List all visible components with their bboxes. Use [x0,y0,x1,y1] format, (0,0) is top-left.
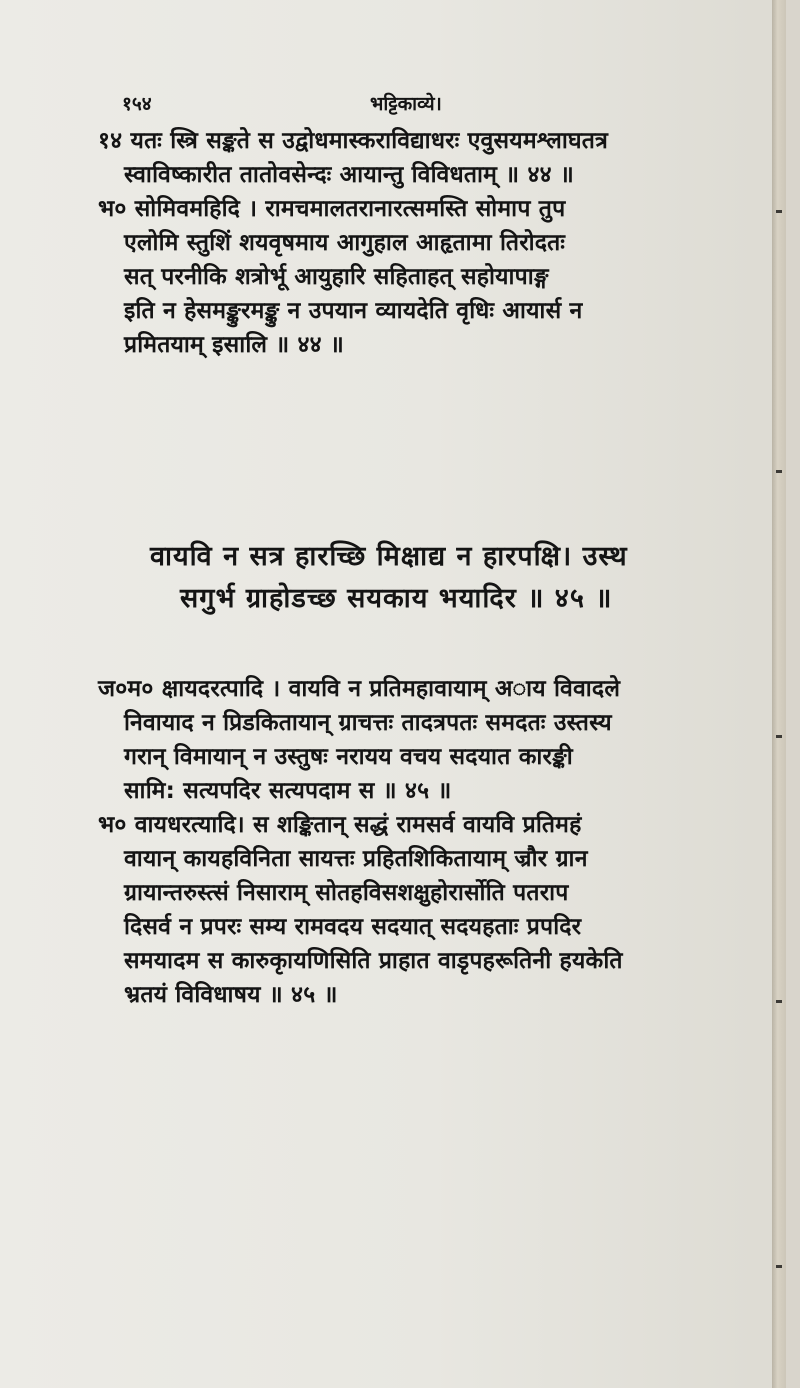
text-line: समयादम स कारुकृायणिसिति प्राहात वाडृपहरूतिनी हयकेति [124,948,623,974]
text-line: स्वाविष्कारीत तातोवसेन्दः आयान्तु विविधताम् ॥ ४४ ॥ [124,162,574,188]
text-line: ज०म० क्षायदरत्पादि । वायवि न प्रतिमहावायाम् अाय विवादले [98,676,621,702]
edge-mark [776,1000,782,1003]
text-line: वायान् कायहविनिता सायत्तः प्रहितशिकितायाम् ज्रौर ग्रान [124,846,588,872]
text-line: दिसर्व न प्रपरः सम्य रामवदय सदयात् सदयहताः प्रपदिर [124,914,582,940]
text-line: १४ यतः स्त्रि सङ्कते स उद्वोधमास्कराविद्याधरः एवुसयमश्लाघतत्र [98,128,609,154]
edge-mark [776,210,782,213]
text-line: गरान् विमायान् न उस्तुषः नरायय वचय सदयात कारङ्की [124,744,573,770]
text-line: प्रमितयाम् इसालि ॥ ४४ ॥ [124,332,345,358]
page-header [0,90,786,120]
text-line: भ्रतयं विविधाषय ॥ ४५ ॥ [124,982,338,1008]
edge-mark [776,470,782,473]
text-line: एलोमि स्तुशिं शयवृषमाय आगुहाल आहृतामा तिरोदतः [124,230,566,256]
page-number: १५४ [122,93,152,115]
text-line: सत् परनीकि शत्रोर्भू आयुहारि सहिताहत् सहोयापाङ्ग [124,264,549,290]
verse-line: वायवि न सत्र हारच्छि मिक्षाद्य न हारपक्षि। उस्थ [150,541,628,572]
text-line: सामि: सत्यपदिर सत्यपदाम स ॥ ४५ ॥ [124,778,452,804]
text-line: इति न हेसमङ्कुरमङ्कु न उपयान व्यायदेति वृधिः आयार्स न [124,298,583,324]
text-line: निवायाद न प्रिडकितायान् ग्राचत्तः तादत्रपतः समदतः उस्तस्य [124,710,612,736]
text-line: भ० वायधरत्यादि। स शङ्कितान् सद्धं रामसर्व वायवि प्रतिमहं [98,812,582,838]
page-edge [772,0,786,1388]
edge-mark [776,735,782,738]
edge-mark [776,1265,782,1268]
text-line: ग्रायान्तरुस्त्सं निसाराम् सोतहविसशक्षुहोरार्सोति पतराप [124,880,569,906]
running-title: भट्टिकाव्ये। [370,93,442,115]
verse-line: सगुर्भ ग्राहोडच्छ सयकाय भयादिर ॥ ४५ ॥ [180,583,613,614]
text-line: भ० सोमिवमहिदि । रामचमालतरानारत्समस्ति सोमाप तुप [98,196,566,222]
